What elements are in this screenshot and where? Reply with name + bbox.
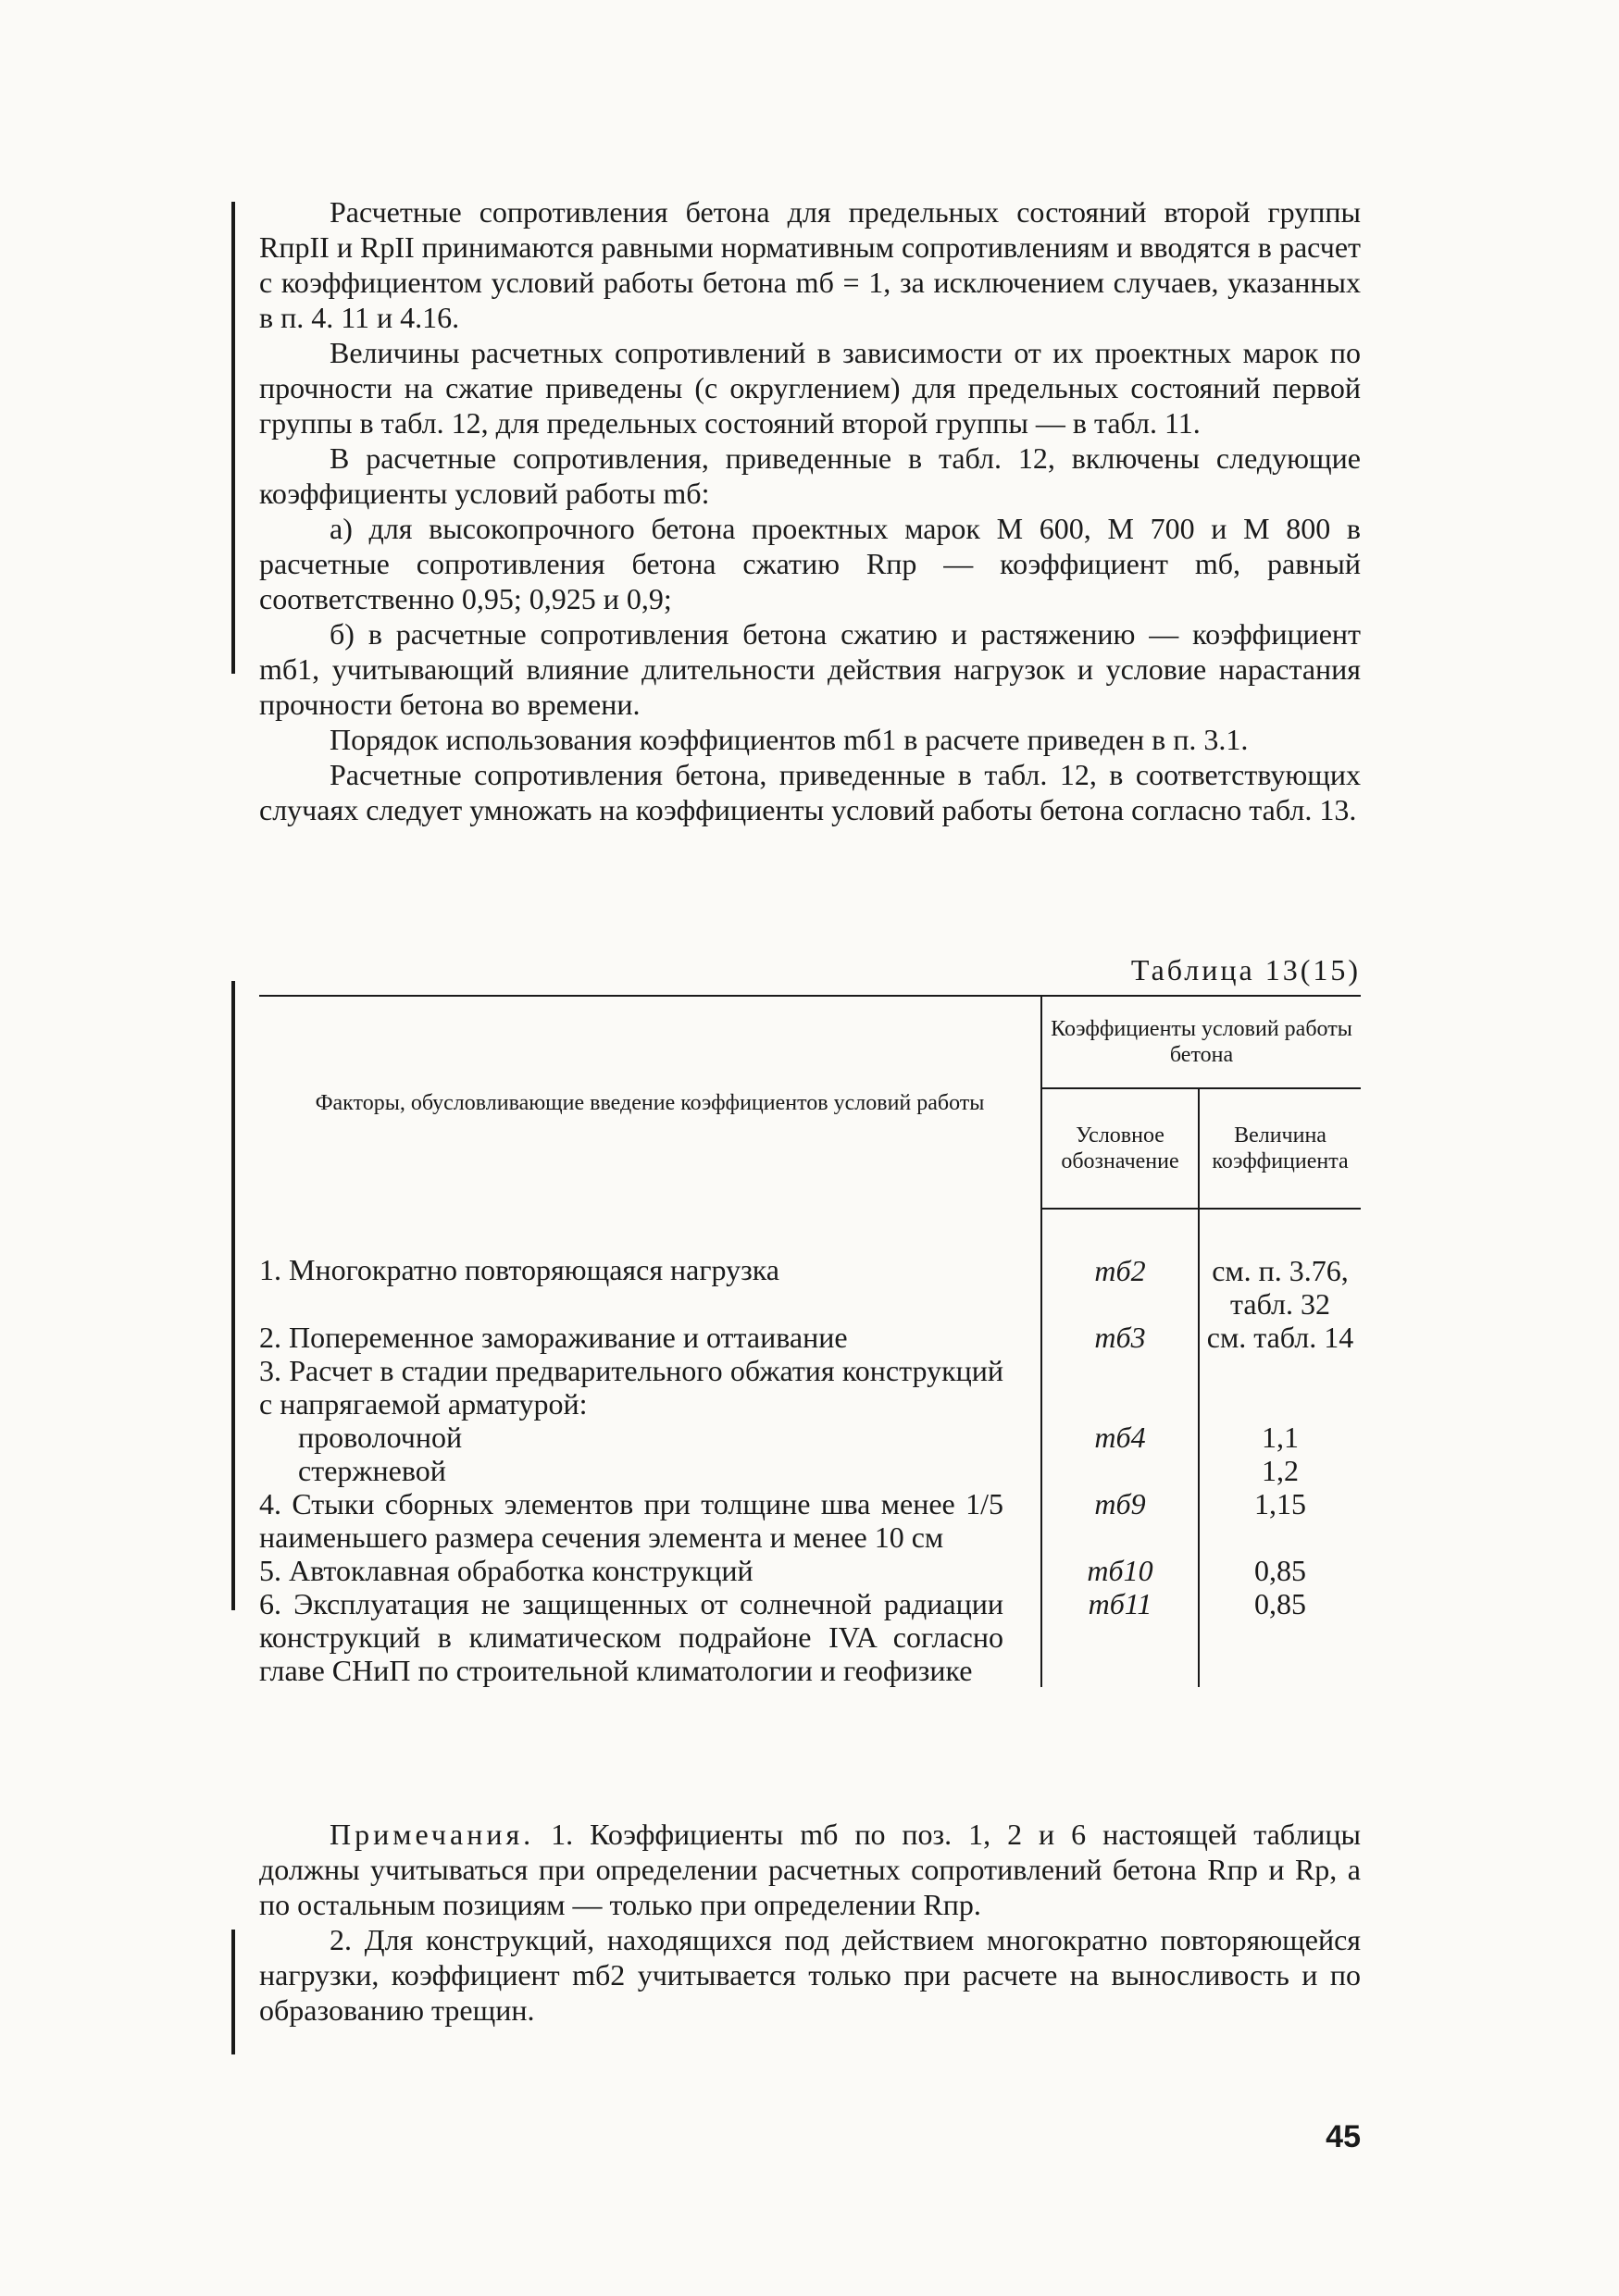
note-1-text: 1. Коэффициенты mб по поз. 1, 2 и 6 настоящей таблицы должны учитываться при определении расчетных сопротивлений бетона Rпр и Rр, а по остальным позициям — только при определении Rпр. bbox=[259, 1818, 1362, 1921]
value-cell: см. табл. 14 bbox=[1199, 1321, 1361, 1354]
symbol-cell bbox=[1041, 1354, 1199, 1421]
table-notes bbox=[259, 1817, 1361, 2028]
value-cell: 0,85 bbox=[1199, 1554, 1361, 1587]
table-row bbox=[259, 1454, 1361, 1487]
header-value: Величина коэффициента bbox=[1199, 1088, 1361, 1209]
note: 2. Для конструкций, находящихся под действием многократно повторяющейся нагрузки, коэффициент mб2 учитывается только при расчете на выносливость и по образованию трещин. bbox=[259, 1923, 1361, 2027]
table-row bbox=[259, 1487, 1361, 1554]
body-text bbox=[259, 194, 1361, 827]
margin-bar-notes bbox=[231, 1930, 235, 2054]
notes-heading: Примечания. bbox=[330, 1818, 535, 1851]
value-cell: 0,85 bbox=[1199, 1587, 1361, 1687]
value-cell bbox=[1199, 1354, 1361, 1421]
symbol-cell: mб9 bbox=[1041, 1487, 1199, 1554]
symbol-cell: mб11 bbox=[1041, 1587, 1199, 1687]
paragraph: Расчетные сопротивления бетона для предельных состояний второй группы RпрII и RpII принимаются равными нормативным сопротивлениям и вводятся в расчет с коэффициентом условий работы бетона mб = 1, за исключением случаев, указанных в п. 4. 11 и 4.16. bbox=[259, 195, 1361, 334]
symbol-cell bbox=[1041, 1454, 1199, 1487]
paragraph: Величины расчетных сопротивлений в зависимости от их проектных марок по прочности на сжатие приведены (с округлением) для предельных состояний первой группы в табл. 12, для предельных состояний второй группы — в табл. 11. bbox=[259, 336, 1361, 440]
table-row bbox=[259, 1554, 1361, 1587]
table-caption: Таблица 13(15) bbox=[1130, 953, 1361, 987]
paragraph: Расчетные сопротивления бетона, приведенные в табл. 12, в соответствующих случаях следует умножать на коэффициенты условий работы бетона согласно табл. 13. bbox=[259, 758, 1361, 826]
factor-cell bbox=[259, 1454, 1041, 1487]
table-row bbox=[259, 1421, 1361, 1454]
factor-cell: 6. Эксплуатация не защищенных от солнечной радиации конструкций в климатическом подрайоне IVA согласно главе СНиП по строительной климатологии и геофизике bbox=[259, 1587, 1003, 1687]
factor-subitem: проволочной bbox=[298, 1421, 463, 1454]
table-row bbox=[259, 1587, 1361, 1687]
header-coefficients-group: Коэффициенты условий работы бетона bbox=[1041, 996, 1361, 1088]
table-row bbox=[259, 1354, 1361, 1421]
table-row bbox=[259, 1321, 1361, 1354]
paragraph: а) для высокопрочного бетона проектных марок М 600, М 700 и М 800 в расчетные сопротивления бетона сжатию Rпр — коэффициент mб, равный соответственно 0,95; 0,925 и 0,9; bbox=[259, 512, 1361, 615]
symbol-cell: mб2 bbox=[1041, 1209, 1199, 1321]
value-cell: 1,1 bbox=[1199, 1421, 1361, 1454]
paragraph: В расчетные сопротивления, приведенные в табл. 12, включены следующие коэффициенты условий работы mб: bbox=[259, 441, 1361, 510]
factor-cell: 5. Автоклавная обработка конструкций bbox=[259, 1554, 753, 1587]
symbol-cell: mб10 bbox=[1041, 1554, 1199, 1587]
factor-cell: 3. Расчет в стадии предварительного обжатия конструкций с напрягаемой арматурой: bbox=[259, 1354, 1003, 1421]
symbol-cell: mб3 bbox=[1041, 1321, 1199, 1354]
note bbox=[259, 1817, 1361, 1922]
value-cell: см. п. 3.76, табл. 32 bbox=[1199, 1209, 1361, 1321]
value-cell: 1,2 bbox=[1199, 1454, 1361, 1487]
table-row bbox=[259, 1209, 1361, 1321]
coefficients-table bbox=[259, 995, 1361, 1687]
paragraph: б) в расчетные сопротивления бетона сжатию и растяжению — коэффициент mб1, учитывающий влияние длительности действия нагрузок и условие нарастания прочности бетона во времени. bbox=[259, 617, 1361, 721]
factor-cell: 1. Многократно повторяющаяся нагрузка bbox=[259, 1253, 779, 1286]
margin-bar-top bbox=[231, 202, 235, 674]
symbol-cell: mб4 bbox=[1041, 1421, 1199, 1454]
page-number: 45 bbox=[1326, 2119, 1361, 2154]
header-symbol: Условное обозначение bbox=[1041, 1088, 1199, 1209]
value-cell: 1,15 bbox=[1199, 1487, 1361, 1554]
header-factors: Факторы, обусловливающие введение коэффициентов условий работы bbox=[259, 996, 1041, 1209]
factor-subitem: стержневой bbox=[298, 1454, 446, 1487]
factor-cell: 2. Попеременное замораживание и оттаивание bbox=[259, 1321, 848, 1354]
factor-cell: 4. Стыки сборных элементов при толщине шва менее 1/5 наименьшего размера сечения элемента и менее 10 см bbox=[259, 1487, 1003, 1554]
factor-cell bbox=[259, 1421, 1041, 1454]
margin-bar-table bbox=[231, 981, 235, 1610]
paragraph: Порядок использования коэффициентов mб1 в расчете приведен в п. 3.1. bbox=[330, 723, 1249, 756]
